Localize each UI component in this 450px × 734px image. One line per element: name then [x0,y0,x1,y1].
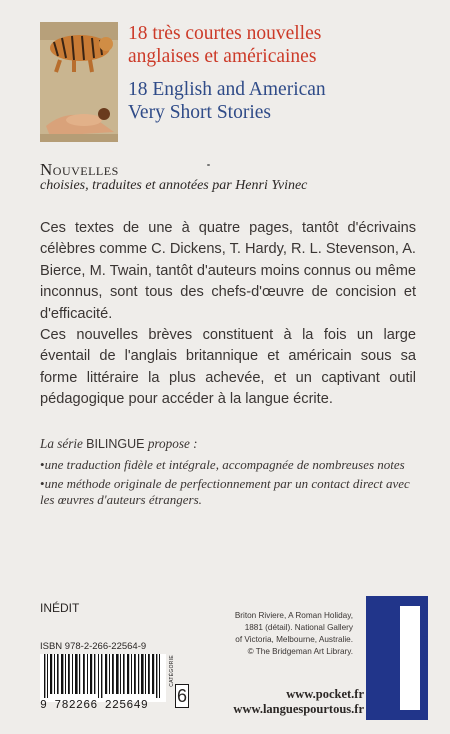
pocket-website-link[interactable]: www.pocket.fr [286,687,364,701]
series-intro-prefix: La série [40,436,87,451]
isbn-number: ISBN 978-2-266-22564-9 [40,641,147,652]
series-name: BILINGUE [86,437,145,451]
picture-credit [205,610,353,658]
genre-heading [40,160,119,180]
picture-credit-line: Briton Riviere, A Roman Holiday, [234,611,353,620]
picture-credit-line: of Victoria, Melbourne, Australie. [235,635,353,644]
logo-text-line2: OUR TOUS [420,600,428,667]
category-label: CATÉGORIE [169,655,175,687]
barcode-digits: 9 782266 225649 [40,699,149,712]
tiger-painting-icon [40,22,118,142]
inedit-label: INÉDIT [40,601,80,615]
genre-text: Nouvelles [40,160,119,179]
barcode-icon [40,654,166,702]
english-title-line1: 18 English and American [128,79,326,100]
description-paragraph-2: Ces nouvelles brèves constituent à la fois un large éventail de l'anglais britannique et américain sous sa forme littéraire la plus achevée, et un captivant outil pédagogique pour accéder à la langue écrite. [40,327,416,408]
list-item [40,476,420,508]
cover-painting [40,22,118,142]
series-feature-list [40,457,420,511]
series-intro [40,436,198,452]
description-paragraph-1: Ces textes de une à quatre pages, tantôt d'écrivains célèbres comme C. Dickens, T. Hardy, R. L. Stevenson, A. Bierce, M. Twain, tantôt d'auteurs moins connus ou même inconnus, sont tous des chefs-d'œuvre de concision et d'efficacité. [40,220,416,322]
french-title-line1: 18 très courtes nouvelles [128,23,322,44]
list-item [40,457,420,473]
langues-pour-tous-logo [366,596,428,720]
decorative-dot [207,164,210,166]
series-intro-suffix: propose : [144,436,198,451]
translator-credits: choisies, traduites et annotées par Henri Yvinec [40,178,308,193]
logo-text-line1: LANGUES [423,596,428,665]
logo-icon [366,596,428,720]
french-title [128,22,438,68]
list-item-text: une traduction fidèle et intégrale, accompagnée de nombreuses notes [44,457,405,472]
bullet-icon: • [40,476,45,491]
category-number: 6 [176,686,187,706]
bullet-icon: • [40,457,45,472]
english-title [128,78,438,124]
picture-credit-line: © The Bridgeman Art Library. [247,647,353,656]
languespourtous-website-link[interactable]: www.languespourtous.fr [233,702,364,716]
list-item-text: une méthode originale de perfectionnement par un contact direct avec les œuvres d'auteurs étrangers. [40,476,410,507]
picture-credit-line: 1881 (détail). National Gallery [244,623,353,632]
english-title-line2: Very Short Stories [128,102,271,123]
french-title-line2: anglaises et américaines [128,46,317,67]
